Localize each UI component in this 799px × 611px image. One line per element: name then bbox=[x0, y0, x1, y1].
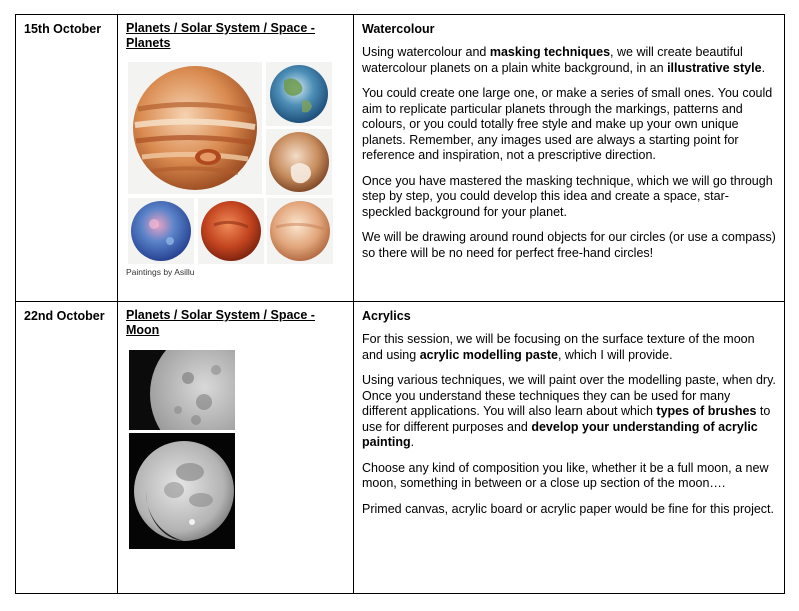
schedule-row-22-october bbox=[16, 302, 785, 594]
emphasis-text: acrylic modelling paste bbox=[419, 347, 558, 362]
description-paragraph bbox=[362, 461, 776, 492]
topic-cell bbox=[118, 302, 354, 594]
schedule-table bbox=[15, 14, 785, 594]
description-paragraph bbox=[362, 332, 776, 363]
session-medium: Watercolour bbox=[362, 22, 435, 36]
paragraph-text: Using watercolour and bbox=[362, 45, 490, 59]
description-paragraph bbox=[362, 45, 776, 76]
emphasis-text: types of brushes bbox=[656, 404, 757, 419]
description-paragraph bbox=[362, 373, 776, 451]
date-cell bbox=[16, 15, 118, 302]
paragraph-text: We will be drawing around round objects for our circles (or use a compass) so there will be no need for perfect free-hand circles! bbox=[362, 230, 776, 260]
description-paragraph bbox=[362, 502, 776, 518]
paragraph-text: , we will create beautiful watercolour planets on a plain white background, in an bbox=[362, 45, 743, 75]
paragraph-text: . bbox=[410, 435, 415, 450]
planet-paintings bbox=[126, 59, 336, 279]
paragraph-text: Primed canvas, acrylic board or acrylic paper would be fine for this project. bbox=[362, 501, 774, 516]
moon-photos bbox=[126, 350, 336, 560]
session-description bbox=[362, 332, 776, 517]
emphasis-text: masking techniques bbox=[489, 45, 611, 59]
session-medium: Acrylics bbox=[362, 309, 411, 324]
description-cell bbox=[354, 15, 785, 302]
paragraph-text: You could create one large one, or make a series of small ones. You could aim to replicate particular planets through the markings, patterns and colours, or you could totally free style and make up your own unique planets. Remember, any images used are always a starting point for reference and inspiration, not a prescriptive direction. bbox=[362, 86, 773, 162]
paragraph-text: For this session, we will be focusing on the surface texture of the moon and using bbox=[362, 332, 755, 362]
date-cell bbox=[16, 302, 118, 594]
emphasis-text: develop your understanding of acrylic painting bbox=[362, 419, 758, 450]
session-description bbox=[362, 45, 776, 261]
topic-cell bbox=[118, 15, 354, 302]
emphasis-text: illustrative style bbox=[667, 60, 762, 75]
session-topic: Planets / Solar System / Space - Planets bbox=[126, 21, 315, 50]
paragraph-text: . bbox=[761, 60, 766, 75]
moon-photos-image bbox=[126, 350, 336, 560]
description-cell bbox=[354, 302, 785, 594]
session-topic: Planets / Solar System / Space - Moon bbox=[126, 308, 315, 338]
paragraph-text: Once you have mastered the masking technique, which we will go through step by step, you could develop this idea and create a space, star-speckled background for your planet. bbox=[362, 173, 773, 219]
paragraph-text: Choose any kind of composition you like, whether it be a full moon, a new moon, something in between or a close up section of the moon…. bbox=[362, 460, 769, 491]
schedule-row-15-october bbox=[16, 15, 785, 302]
description-paragraph bbox=[362, 86, 776, 164]
paragraph-text: to use for different purposes and bbox=[362, 404, 771, 434]
description-paragraph bbox=[362, 174, 776, 221]
description-paragraph bbox=[362, 230, 776, 261]
planet-paintings-image bbox=[126, 59, 336, 269]
session-date: 22nd October bbox=[24, 309, 105, 324]
paragraph-text: , which I will provide. bbox=[557, 347, 673, 362]
session-date: 15th October bbox=[24, 22, 102, 36]
image-caption: Paintings by Asillu bbox=[126, 267, 195, 277]
paragraph-text: Using various techniques, we will paint over the modelling paste, when dry. Once you understand these techniques they can be used for many different applications. You will also learn about which bbox=[362, 373, 776, 419]
